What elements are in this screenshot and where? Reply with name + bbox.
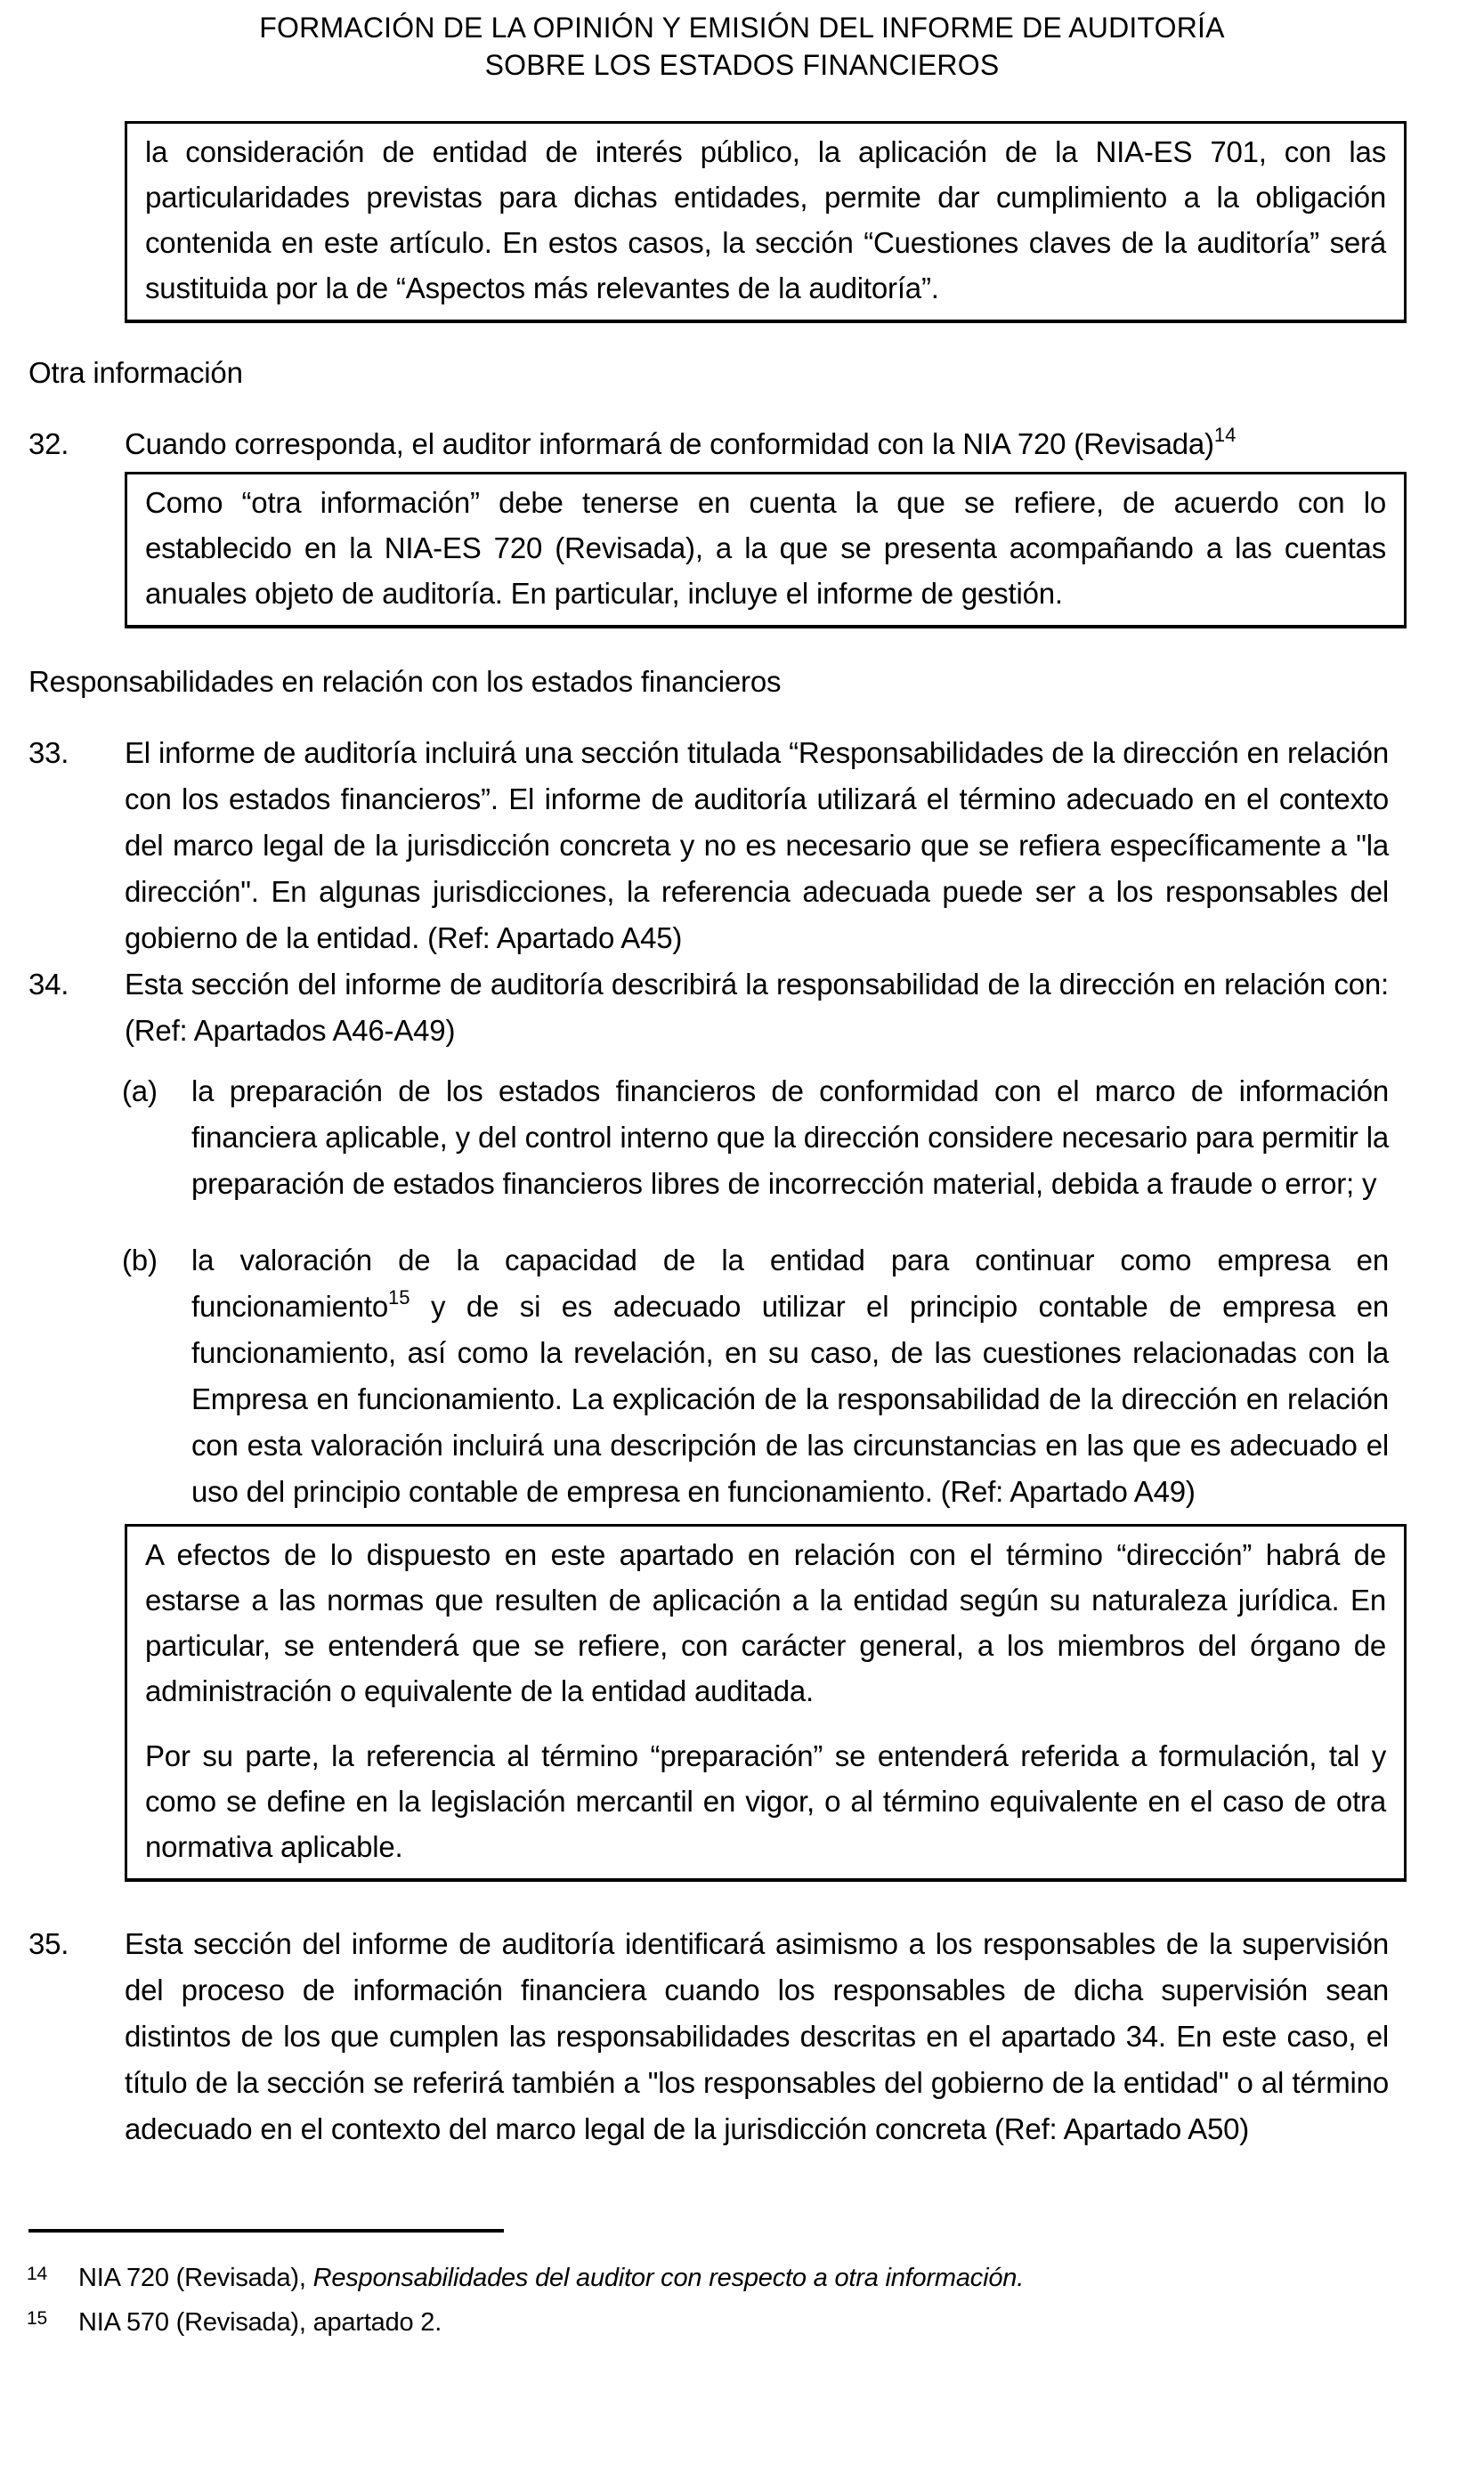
heading-responsabilidades: Responsabilidades en relación con los estados financieros bbox=[28, 665, 782, 698]
document-header bbox=[0, 9, 1484, 84]
item-34-sub-b bbox=[122, 1237, 1389, 1515]
header-title-line-2: SOBRE LOS ESTADOS FINANCIEROS bbox=[484, 49, 1000, 81]
item-34-sub-a-text: la preparación de los estados financieros de conformidad con el marco de información financiera aplicable, y del control interno que la dirección considere necesario para permitir la preparación de estados financieros libres de incorrección material, debida a fraude o error; y bbox=[191, 1074, 1389, 1200]
footnote-14 bbox=[27, 2256, 1405, 2300]
guidance-box-3-paragraph-2: Por su parte, la referencia al término “preparación” se entenderá referida a formulación, tal y como se define en la legislación mercantil en vigor, o al término equivalente en el caso de otra normativa aplicable. bbox=[145, 1739, 1386, 1863]
item-35-text: Esta sección del informe de auditoría identificará asimismo a los responsables de la supervisión del proceso de información financiera cuando los responsables de dicha supervisión sean distintos de los que cumplen las responsabilidades descritas en el apartado 34. En este caso, el título de la sección se referirá también a "los responsables del gobierno de la entidad" o al término adecuado en el contexto del marco legal de la jurisdicción concreta (Ref: Apartado A50) bbox=[125, 1927, 1389, 2145]
item-33-text: El informe de auditoría incluirá una sección titulada “Responsabilidades de la dirección en relación con los estados financieros”. El informe de auditoría utilizará el término adecuado en el contexto del marco legal de la jurisdicción concreta y no es necesario que se refiera específicamente a "la dirección". En algunas jurisdicciones, la referencia adecuada puede ser a los responsables del gobierno de la entidad. (Ref: Apartado A45) bbox=[125, 736, 1389, 954]
footnote-15 bbox=[27, 2300, 1405, 2345]
item-34-sub-b-text-before: la valoración de la capacidad de la entidad para continuar como empresa en funcionamiento bbox=[191, 1244, 1389, 1323]
guidance-box-3-paragraph-1: A efectos de lo dispuesto en este apartado en relación con el término “dirección” habrá de estarse a las normas que resulten de aplicación a la entidad según su naturaleza jurídica. En particular, se entenderá que se refiere, con carácter general, a los miembros del órgano de administración o equivalente de la entidad auditada. bbox=[145, 1538, 1386, 1707]
guidance-box-2-paragraph: Como “otra información” debe tenerse en cuenta la que se refiere, de acuerdo con lo establecido en la NIA-ES 720 (Revisada), a la que se presenta acompañando a las cuentas anuales objeto de auditoría. En particular, incluye el informe de gestión. bbox=[145, 486, 1386, 610]
footnote-ref-15: 15 bbox=[388, 1286, 410, 1309]
header-title-line-1: FORMACIÓN DE LA OPINIÓN Y EMISIÓN DEL INFORME DE AUDITORÍA bbox=[259, 12, 1225, 44]
guidance-box-2 bbox=[125, 472, 1407, 628]
item-34-sub-b-marker: (b) bbox=[122, 1244, 158, 1276]
item-34-sub-b-text-after: y de si es adecuado utilizar el principio contable de empresa en funcionamiento, así como la revelación, en su caso, de las cuestiones relacionadas con la Empresa en funcionamiento. La explicación de la responsabilidad de la dirección en relación con esta valoración incluirá una descripción de las circunstancias en las que es adecuado el uso del principio contable de empresa en funcionamiento. (Ref: Apartado A49) bbox=[191, 1290, 1389, 1508]
heading-otra-informacion: Otra información bbox=[28, 356, 243, 389]
footnote-separator-rule bbox=[28, 2229, 504, 2233]
item-34-text: Esta sección del informe de auditoría describirá la responsabilidad de la dirección en relación con: (Ref: Apartados A46-A49) bbox=[125, 968, 1389, 1047]
footnote-ref-14: 14 bbox=[1213, 424, 1237, 446]
document-page bbox=[0, 9, 1484, 2480]
item-35 bbox=[28, 1921, 1389, 2152]
item-35-number: 35. bbox=[28, 1927, 69, 1960]
footnote-14-title: Responsabilidades del auditor con respecto a otra información. bbox=[312, 2264, 1025, 2292]
item-34-sub-a-marker: (a) bbox=[122, 1074, 158, 1107]
item-33-number: 33. bbox=[28, 736, 69, 769]
item-33 bbox=[28, 730, 1389, 961]
item-32-text: Cuando corresponda, el auditor informará de conformidad con la NIA 720 (Revisada) bbox=[125, 427, 1214, 460]
guidance-box-1-paragraph: la consideración de entidad de interés público, la aplicación de la NIA-ES 701, con las particularidades previstas para dichas entidades, permite dar cumplimiento a la obligación contenida en este artículo. En estos casos, la sección “Cuestiones claves de la auditoría” será sustituida por la de “Aspectos más relevantes de la auditoría”. bbox=[145, 135, 1386, 304]
item-34-sub-a bbox=[122, 1068, 1389, 1207]
footnote-15-marker: 15 bbox=[27, 2308, 47, 2329]
footnote-15-text: NIA 570 (Revisada), apartado 2. bbox=[78, 2308, 442, 2337]
item-34 bbox=[28, 961, 1389, 1515]
item-34-number: 34. bbox=[28, 968, 69, 1001]
guidance-box-1 bbox=[125, 121, 1407, 323]
footnote-14-marker: 14 bbox=[27, 2264, 47, 2284]
item-32 bbox=[28, 421, 1389, 467]
footnote-14-prefix: NIA 720 (Revisada), bbox=[78, 2264, 313, 2292]
guidance-box-3 bbox=[125, 1524, 1407, 1882]
item-32-number: 32. bbox=[28, 427, 69, 460]
